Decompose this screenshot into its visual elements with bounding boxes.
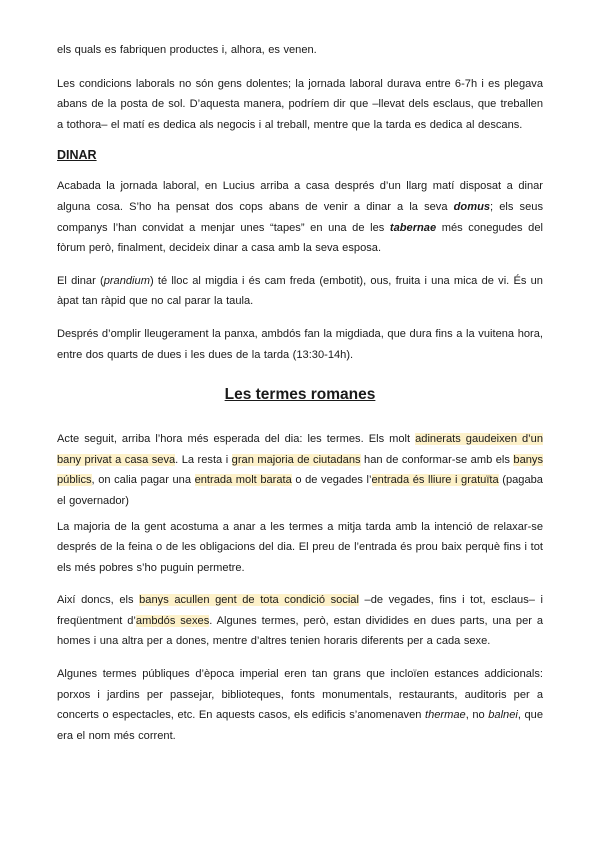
text-run: o de vegades l’ <box>291 474 372 487</box>
text-run: . La resta i <box>175 453 232 466</box>
text-run: Algunes termes públiques d’època imperial eren tan grans que incloïen estances addicionals: porxos i jardins per passejar, biblioteques, fonts monumentals, restaurants, auditoris per a concerts o espectacles, etc. En aquests casos, els edificis s’anomenaven <box>57 668 543 722</box>
text-run: Així doncs, els <box>57 594 140 607</box>
highlight-span: banys acullen gent de tota condició social <box>139 594 359 607</box>
highlight-span: entrada és lliure i gratuïta <box>371 474 499 487</box>
paragraph-dinar-3: Després d’omplir lleugerament la panxa, ambdós fan la migdiada, que dura fins a la vuitena hora, entre dos quarts de dues i les dues de la tarda (13:30-14h). <box>57 327 543 361</box>
highlight-span: ambdós sexes <box>135 614 210 627</box>
text-run: ; els seus companys l’han convidat a menjar unes “tapes” en una de les <box>57 200 543 234</box>
text-run: , que era el nom més corrent. <box>57 709 543 742</box>
paragraph-termes-3 <box>57 590 543 652</box>
paragraph-dinar-1 <box>57 176 543 258</box>
highlight-span: adinerats gaudeixen d’un bany privat a casa seva <box>57 433 543 466</box>
paragraph-dinar-2 <box>57 271 543 312</box>
text-run: més conegudes del fòrum però, finalment, decideix dinar a casa amb la seva esposa. <box>57 221 543 255</box>
term-domus: domus <box>453 200 491 213</box>
term-tabernae: tabernae <box>389 221 437 234</box>
term-thermae: thermae <box>424 709 466 722</box>
highlight-span: banys públics <box>57 453 544 487</box>
paragraph-termes-1 <box>57 429 543 511</box>
term-balnei: balnei <box>488 709 518 722</box>
text-run: , on calia pagar una <box>91 474 195 487</box>
section-heading-termes: Les termes romanes <box>224 386 376 404</box>
term-prandium: prandium <box>103 274 150 287</box>
text-run: han de conformar-se amb els <box>360 453 514 466</box>
text-run: (pagaba el governador) <box>57 474 543 507</box>
highlight-span: gran majoria de ciutadans <box>231 453 361 466</box>
paragraph-intro-1: els quals es fabriquen productes i, alhora, es venen. <box>57 44 317 56</box>
text-run: –de vegades, fins i tot, esclaus– i freqüentment d’ <box>57 594 543 627</box>
highlight-span: entrada molt barata <box>194 474 292 487</box>
section-heading-dinar: DINAR <box>57 148 97 163</box>
text-run: ) té lloc al migdia i és cam freda (embotit), ous, fruita i una mica de vi. És un àpat tan ràpid que no cal parar la taula. <box>57 274 543 308</box>
text-run: . Algunes termes, però, estan dividides en dues parts, una per a homes i una altra per a dones, mentre d’altres tenien horaris diferents per a cada sexe. <box>57 614 544 648</box>
paragraph-termes-4 <box>57 664 543 746</box>
text-run: El dinar ( <box>57 274 104 287</box>
text-run: Acabada la jornada laboral, en Lucius arriba a casa després d’un llarg matí disposat a dinar alguna cosa. S’ho ha pensat dos cops abans de venir a dinar a la seva <box>57 180 543 213</box>
paragraph-intro-2: Les condicions laborals no són gens dolentes; la jornada laboral durava entre 6-7h i es plegava abans de la posta de sol. D’aquesta manera, podríem dir que –llevat dels esclaus, que treballen a tothora– el matí es dedica als negocis i al treball, mentre que la tarda es dedica al descans. <box>57 77 543 131</box>
paragraph-termes-2: La majoria de la gent acostuma a anar a les termes a mitja tarda amb la intenció de relaxar-se després de la feina o de les obligacions del dia. El preu de l’entrada és prou baix perquè fins i tot els més pobres s’ho puguin permetre. <box>57 520 543 574</box>
text-run: Acte seguit, arriba l’hora més esperada del dia: les termes. Els molt <box>57 433 416 446</box>
text-run: , no <box>465 709 489 722</box>
